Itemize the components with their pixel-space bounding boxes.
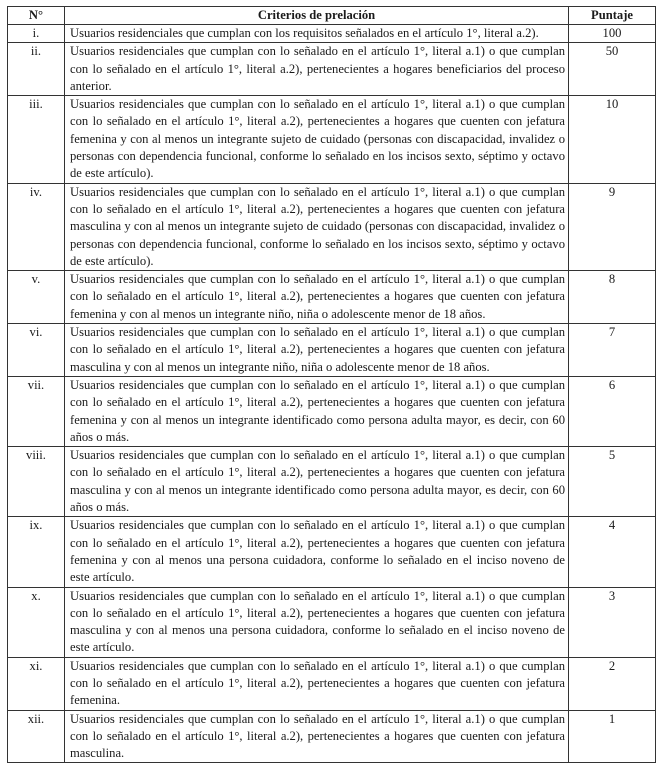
header-num: N°: [8, 7, 65, 25]
table-row: [8, 447, 656, 517]
row-number: iii.: [8, 96, 65, 183]
row-criteria: Usuarios residenciales que cumplan con lo señalado en el artículo 1°, literal a.1) o que cumplan con lo señalado en el artículo 1°, literal a.2), pertenecientes a hogares que cuenten con jefatura masculina y con al menos un integrante sujeto de cuidado (personas con discapacidad, invalidez o personas con dependencia funcional, conforme lo señalado en los incisos sexto, séptimo y octavo de este artículo).: [65, 183, 569, 270]
row-criteria: Usuarios residenciales que cumplan con lo señalado en el artículo 1°, literal a.1) o que cumplan con lo señalado en el artículo 1°, literal a.2), pertenecientes a hogares que cuenten con jefatura masculina y con al menos un integrante niño, niña o adolescente menor de 18 años.: [65, 324, 569, 377]
row-criteria: Usuarios residenciales que cumplan con lo señalado en el artículo 1°, literal a.1) o que cumplan con lo señalado en el artículo 1°, literal a.2), pertenecientes a hogares que cuenten con jefatura femenina y con al menos un integrante niño, niña o adolescente menor de 18 años.: [65, 271, 569, 324]
row-criteria: Usuarios residenciales que cumplan con lo señalado en el artículo 1°, literal a.1) o que cumplan con lo señalado en el artículo 1°, literal a.2), pertenecientes a hogares beneficiarios del proceso anterior.: [65, 43, 569, 96]
table-row: [8, 517, 656, 587]
table-row: [8, 657, 656, 710]
row-number: viii.: [8, 447, 65, 517]
row-number: x.: [8, 587, 65, 657]
row-score: 10: [569, 96, 656, 183]
row-number: xi.: [8, 657, 65, 710]
header-criteria: Criterios de prelación: [65, 7, 569, 25]
row-number: v.: [8, 271, 65, 324]
row-criteria: Usuarios residenciales que cumplan con lo señalado en el artículo 1°, literal a.1) o que cumplan con lo señalado en el artículo 1°, literal a.2), pertenecientes a hogares que cuenten con jefatura femenina y con al menos un integrante sujeto de cuidado (personas con discapacidad, invalidez o personas con dependencia funcional, conforme lo señalado en los incisos sexto, séptimo y octavo de este artículo).: [65, 96, 569, 183]
row-criteria: Usuarios residenciales que cumplan con lo señalado en el artículo 1°, literal a.1) o que cumplan con lo señalado en el artículo 1°, literal a.2), pertenecientes a hogares que cuenten con jefatura masculina y con al menos un integrante identificado como persona adulta mayor, es decir, con 60 años o más.: [65, 447, 569, 517]
row-criteria: Usuarios residenciales que cumplan con lo señalado en el artículo 1°, literal a.1) o que cumplan con lo señalado en el artículo 1°, literal a.2), pertenecientes a hogares que cuenten con jefatura femenina.: [65, 657, 569, 710]
row-number: vi.: [8, 324, 65, 377]
row-number: i.: [8, 25, 65, 43]
row-score: 4: [569, 517, 656, 587]
table-row: [8, 587, 656, 657]
row-criteria: Usuarios residenciales que cumplan con los requisitos señalados en el artículo 1°, literal a.2).: [65, 25, 569, 43]
row-criteria: Usuarios residenciales que cumplan con lo señalado en el artículo 1°, literal a.1) o que cumplan con lo señalado en el artículo 1°, literal a.2), pertenecientes a hogares que cuenten con jefatura masculina.: [65, 710, 569, 763]
row-number: xii.: [8, 710, 65, 763]
row-criteria: Usuarios residenciales que cumplan con lo señalado en el artículo 1°, literal a.1) o que cumplan con lo señalado en el artículo 1°, literal a.2), pertenecientes a hogares que cuenten con jefatura masculina y con al menos una persona cuidadora, conforme lo señalado en el inciso noveno de este artículo.: [65, 587, 569, 657]
row-score: 1: [569, 710, 656, 763]
table-row: [8, 96, 656, 183]
row-score: 50: [569, 43, 656, 96]
row-criteria: Usuarios residenciales que cumplan con lo señalado en el artículo 1°, literal a.1) o que cumplan con lo señalado en el artículo 1°, literal a.2), pertenecientes a hogares que cuenten con jefatura femenina y con al menos un integrante identificado como persona adulta mayor, es decir, con 60 años o más.: [65, 376, 569, 446]
row-number: vii.: [8, 376, 65, 446]
row-score: 6: [569, 376, 656, 446]
row-score: 100: [569, 25, 656, 43]
table-header-row: [8, 7, 656, 25]
row-score: 3: [569, 587, 656, 657]
row-number: ii.: [8, 43, 65, 96]
row-score: 2: [569, 657, 656, 710]
table-row: [8, 43, 656, 96]
table-row: [8, 710, 656, 763]
table-row: [8, 324, 656, 377]
table-row: [8, 376, 656, 446]
row-score: 9: [569, 183, 656, 270]
table-row: [8, 183, 656, 270]
header-score: Puntaje: [569, 7, 656, 25]
row-score: 8: [569, 271, 656, 324]
table-row: [8, 25, 656, 43]
row-score: 7: [569, 324, 656, 377]
row-number: iv.: [8, 183, 65, 270]
row-criteria: Usuarios residenciales que cumplan con lo señalado en el artículo 1°, literal a.1) o que cumplan con lo señalado en el artículo 1°, literal a.2), pertenecientes a hogares que cuenten con jefatura femenina y con al menos una persona cuidadora, conforme lo señalado en el inciso noveno de este artículo.: [65, 517, 569, 587]
row-score: 5: [569, 447, 656, 517]
table-row: [8, 271, 656, 324]
row-number: ix.: [8, 517, 65, 587]
prelacion-criteria-table: [7, 6, 656, 763]
